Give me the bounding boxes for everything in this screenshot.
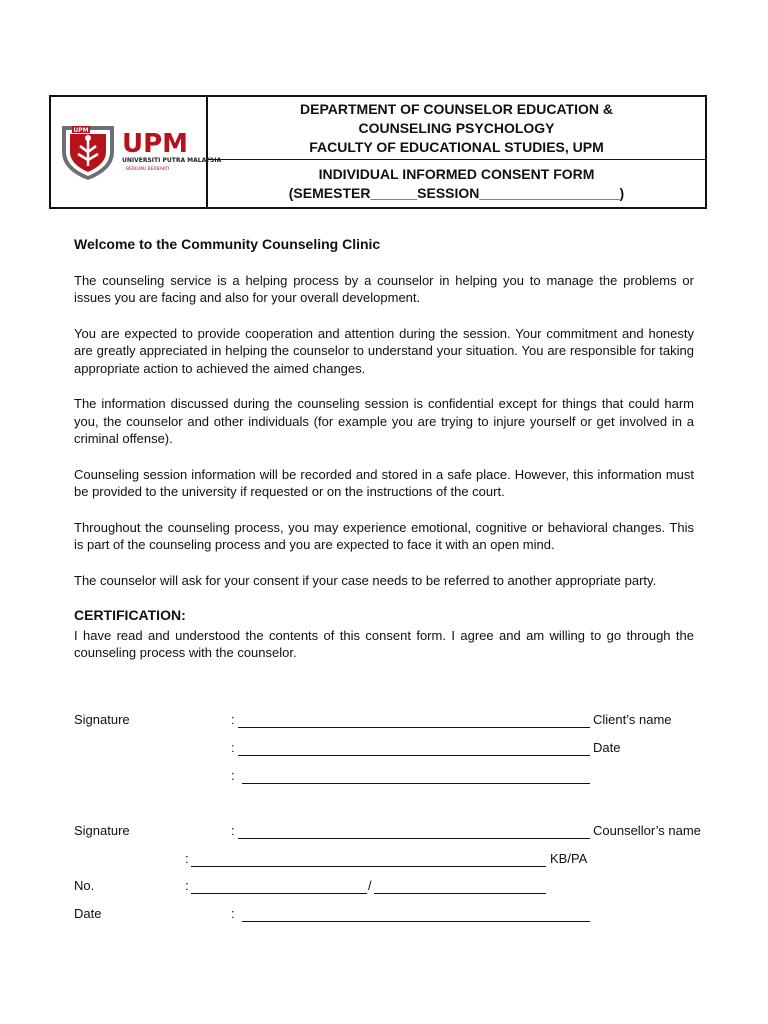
svg-text:UPM: UPM xyxy=(72,127,89,134)
no-label: No. xyxy=(74,878,95,893)
title-cell xyxy=(208,97,705,207)
logo-university-name: UNIVERSITI PUTRA MALAYSIA xyxy=(121,157,221,164)
logo-cell xyxy=(51,97,221,207)
logo-wordmark: UPM xyxy=(121,129,188,159)
certification-text: I have read and understood the contents of this consent form. I agree and am willing to go through the counseling process with the counselor. xyxy=(74,627,694,660)
certification-heading: CERTIFICATION: xyxy=(74,607,186,623)
colon: : xyxy=(185,851,189,866)
paragraph: The counselor will ask for your consent if your case needs to be referred to another appropriate party. xyxy=(74,572,657,588)
paragraph: Counseling session information will be recorded and stored in a safe place. However, this information must be provided to the university if requested or on the instructions of the court. xyxy=(74,466,694,499)
department-title xyxy=(208,97,705,160)
colon: : xyxy=(231,712,235,727)
date-field[interactable] xyxy=(242,907,590,922)
counsellor-signature-field[interactable] xyxy=(238,824,590,839)
colon: : xyxy=(231,906,235,921)
no-slash: / xyxy=(368,878,372,893)
clients-name-label: Client’s name xyxy=(593,712,672,727)
colon: : xyxy=(185,878,189,893)
form-header xyxy=(49,95,707,209)
department-line-1: DEPARTMENT OF COUNSELOR EDUCATION & xyxy=(300,100,613,117)
no-field-part-2[interactable] xyxy=(374,879,546,894)
department-line-2: COUNSELING PSYCHOLOGY xyxy=(358,119,555,136)
form-title xyxy=(208,160,705,207)
colon: : xyxy=(231,823,235,838)
paragraph: Throughout the counseling process, you may experience emotional, cognitive or behavioral changes. This is part of the counseling process and you are expected to face it with an open mind. xyxy=(74,519,694,552)
form-subtitle-semester-session: (SEMESTER______SESSION__________________) xyxy=(288,184,625,201)
kbpa-field[interactable] xyxy=(191,852,546,867)
department-line-3: FACULTY OF EDUCATIONAL STUDIES, UPM xyxy=(309,138,604,155)
client-signature-label: Signature xyxy=(74,712,130,727)
counsellor-signature-label: Signature xyxy=(74,823,130,838)
upm-logo-icon xyxy=(60,122,221,182)
paragraph: The information discussed during the counseling session is confidential except for things that could harm you, the counselor and other individuals (for example you are trying to injure yourself or get involved in a criminal offense). xyxy=(74,396,694,446)
kbpa-label: KB/PA xyxy=(550,851,588,866)
form-title-text: INDIVIDUAL INFORMED CONSENT FORM xyxy=(318,165,595,182)
counsellors-name-label: Counsellor’s name xyxy=(593,823,701,838)
date-label: Date xyxy=(74,906,102,921)
form-body xyxy=(74,236,694,680)
colon: : xyxy=(231,768,235,783)
logo-motto: BERILMU BERBAKTI xyxy=(125,167,169,172)
paragraph: You are expected to provide cooperation and attention during the session. Your commitment and honesty are greatly appreciated in helping the counselor to understand your situation. You are responsible for taking appropriate action to achieved the aimed changes. xyxy=(74,325,694,376)
client-date-label: Date xyxy=(593,740,621,755)
no-field-part-1[interactable] xyxy=(191,879,367,894)
client-date-field[interactable] xyxy=(238,741,590,756)
welcome-heading: Welcome to the Community Counseling Clinic xyxy=(74,236,381,252)
client-signature-field[interactable] xyxy=(238,713,590,728)
colon: : xyxy=(231,740,235,755)
paragraph: The counseling service is a helping process by a counselor in helping you to manage the problems or issues you are facing and also for your overall development. xyxy=(74,272,694,305)
client-extra-field[interactable] xyxy=(242,769,590,784)
